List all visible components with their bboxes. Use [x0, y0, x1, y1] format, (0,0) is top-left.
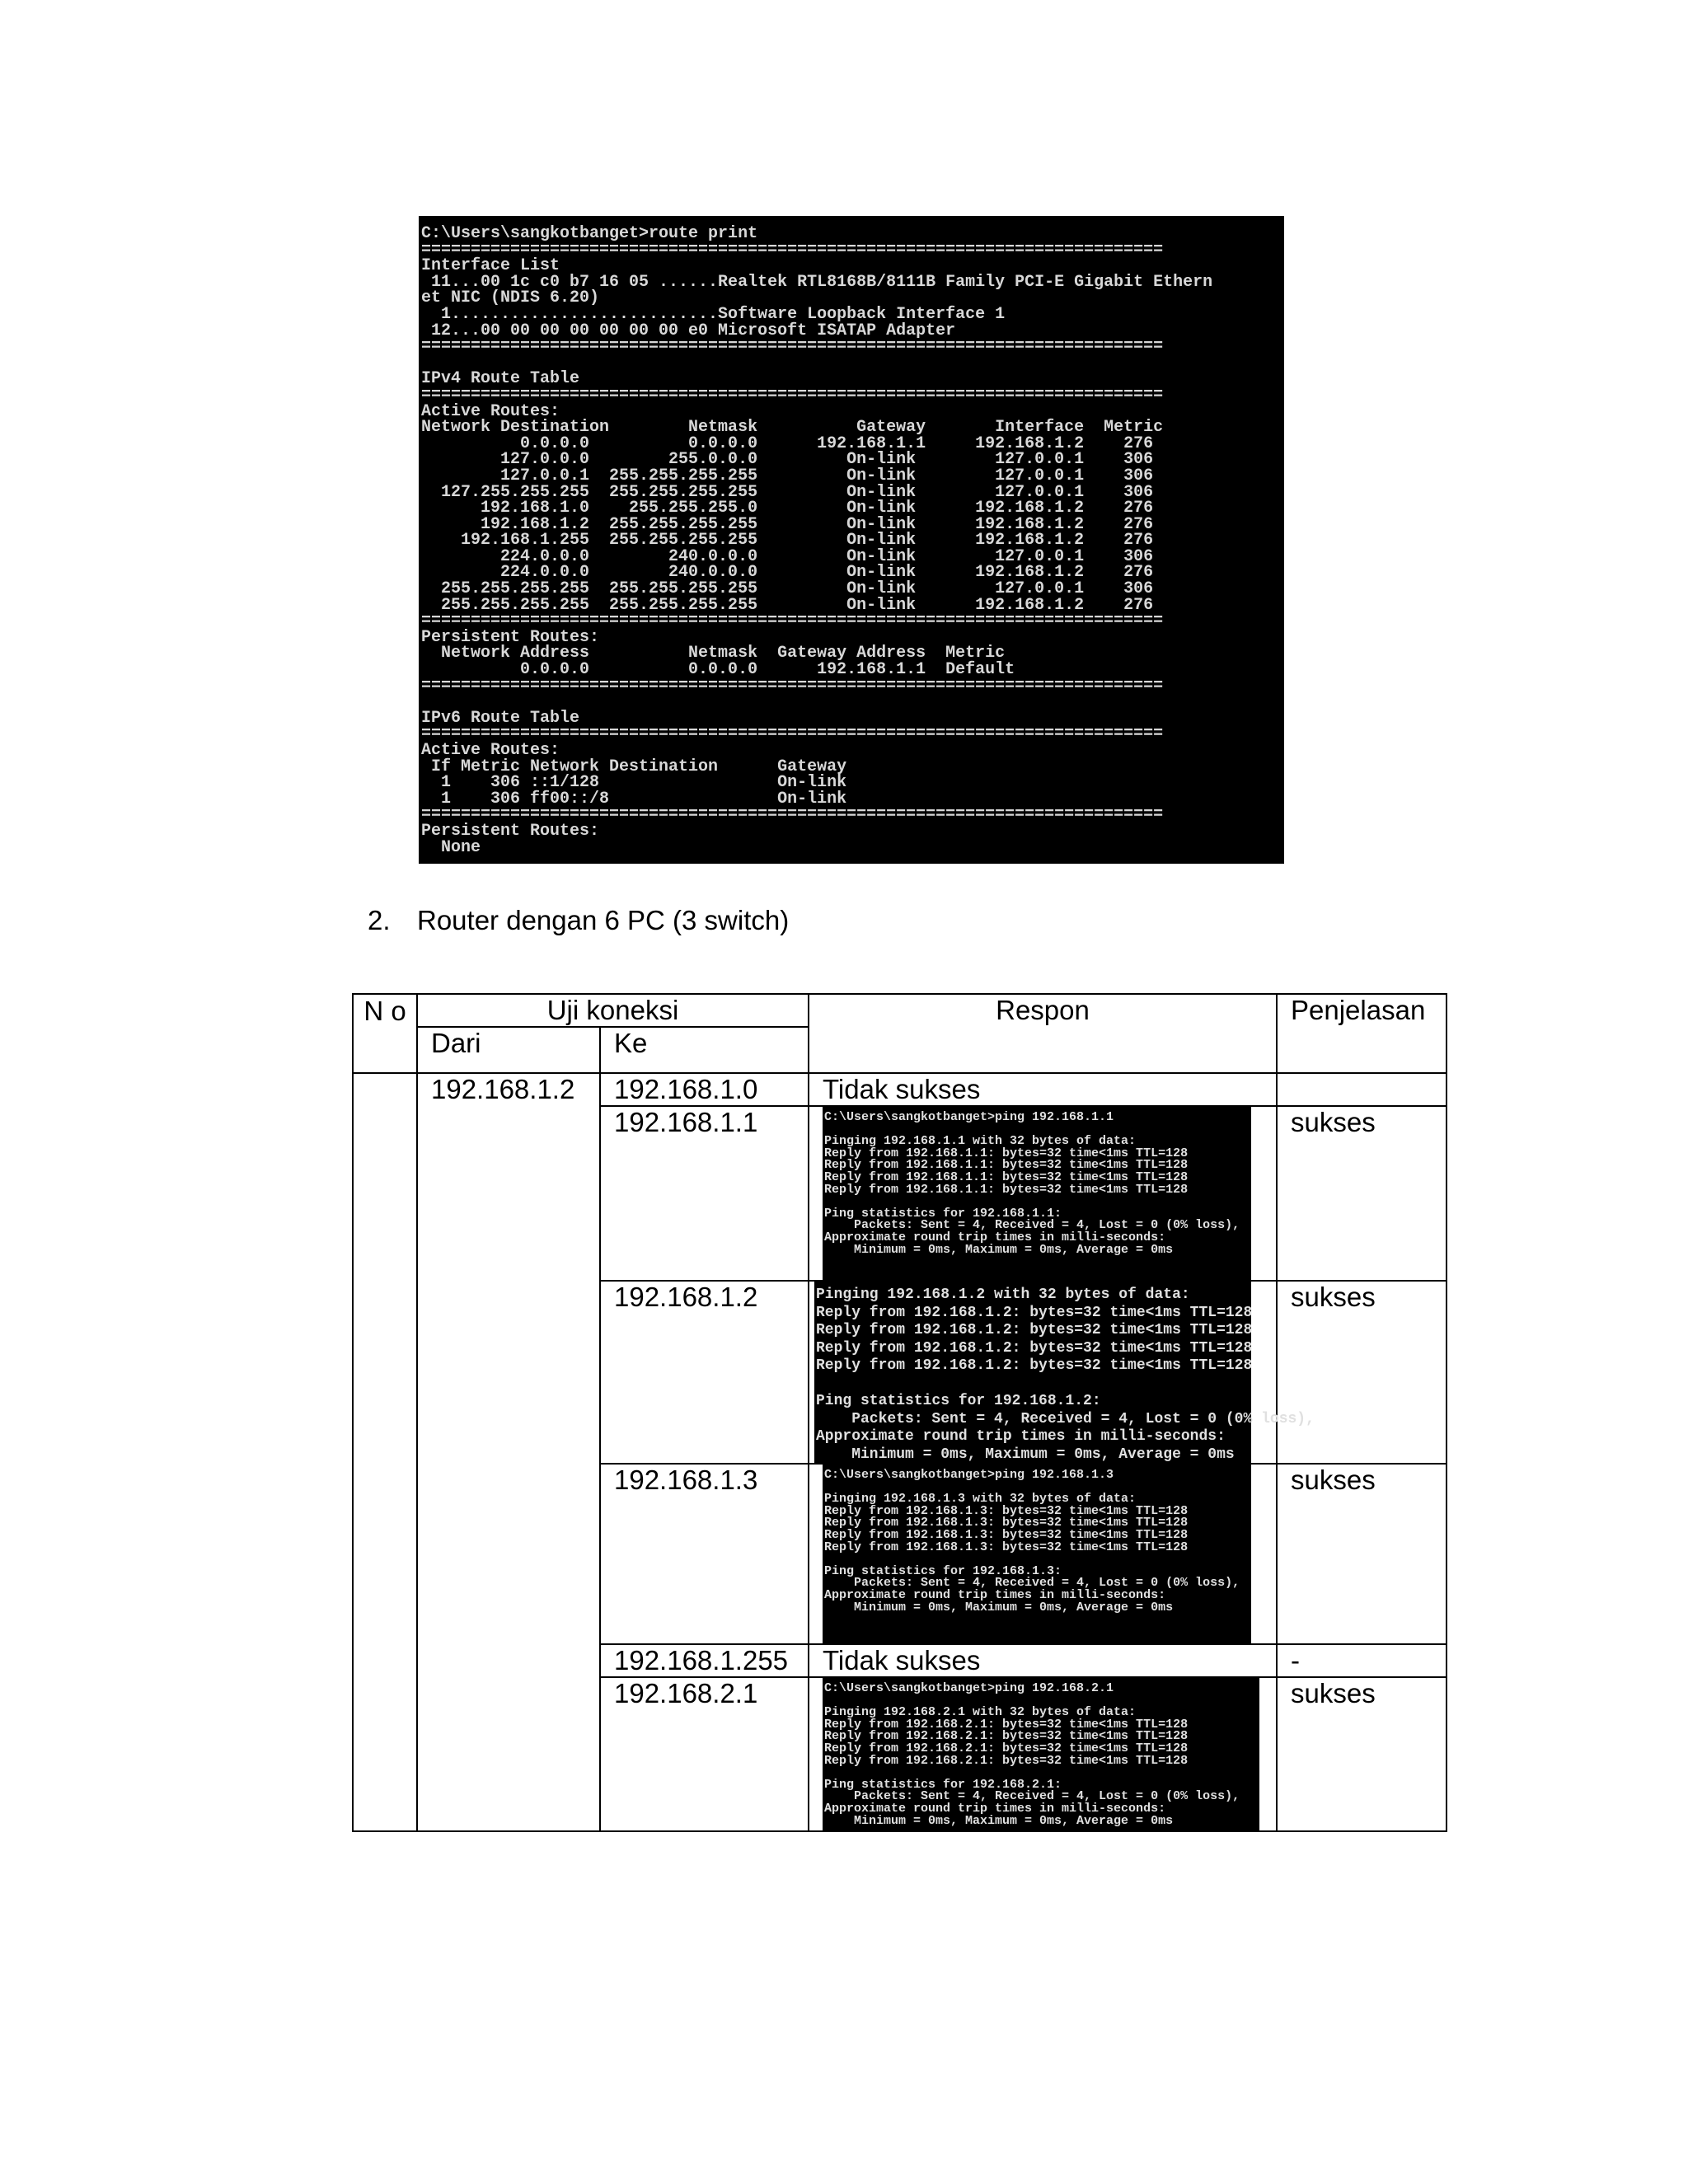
section-number: 2. — [368, 905, 391, 935]
cell-respon — [809, 1281, 1315, 1464]
cell-penjelasan: sukses — [1277, 1106, 1447, 1281]
section-heading — [368, 905, 789, 936]
header-dari: Dari — [417, 1027, 600, 1073]
cell-ke: 192.168.1.2 — [600, 1281, 809, 1464]
cell-ke: 192.168.1.0 — [600, 1073, 809, 1106]
header-ke: Ke — [600, 1027, 809, 1073]
cell-ke: 192.168.1.3 — [600, 1464, 809, 1644]
ping-screenshot: C:\Users\sangkotbanget>ping 192.168.2.1 Pinging 192.168.2.1 with 32 bytes of data: Reply from 192.168.2.1: bytes=32 time<1ms TTL=128 Reply from 192.168.2.1: bytes=32 time<1ms TTL=128 Reply from 192.168.2.1: bytes=32 time<1ms TTL=128 Reply from 192.168.2.1: bytes=32 time<1ms TTL=128 Ping statistics for 192.168.2.1: Packets: Sent = 4, Received = 4, Lost = 0 (0% loss), Approximate round trip times in milli-seconds: Minimum = 0ms, Maximum = 0ms, Average = 0ms — [823, 1678, 1259, 1830]
ping-screenshot: C:\Users\sangkotbanget>ping 192.168.1.3 Pinging 192.168.1.3 with 32 bytes of data: Reply from 192.168.1.3: bytes=32 time<1ms TTL=128 Reply from 192.168.1.3: bytes=32 time<1ms TTL=128 Reply from 192.168.1.3: bytes=32 time<1ms TTL=128 Reply from 192.168.1.3: bytes=32 time<1ms TTL=128 Ping statistics for 192.168.1.3: Packets: Sent = 4, Received = 4, Lost = 0 (0% loss), Approximate round trip times in milli-seconds: Minimum = 0ms, Maximum = 0ms, Average = 0ms — [823, 1465, 1251, 1643]
cell-respon: Tidak sukses — [809, 1644, 1277, 1677]
header-no: N o — [353, 994, 417, 1073]
cell-no — [353, 1073, 417, 1831]
cell-respon — [809, 1677, 1277, 1831]
cell-ke: 192.168.1.255 — [600, 1644, 809, 1677]
cell-respon — [809, 1106, 1277, 1281]
ping-screenshot: C:\Users\sangkotbanget>ping 192.168.1.1 Pinging 192.168.1.1 with 32 bytes of data: Reply from 192.168.1.1: bytes=32 time<1ms TTL=128 Reply from 192.168.1.1: bytes=32 time<1ms TTL=128 Reply from 192.168.1.1: bytes=32 time<1ms TTL=128 Reply from 192.168.1.1: bytes=32 time<1ms TTL=128 Ping statistics for 192.168.1.1: Packets: Sent = 4, Received = 4, Lost = 0 (0% loss), Approximate round trip times in milli-seconds: Minimum = 0ms, Maximum = 0ms, Average = 0ms — [823, 1107, 1251, 1280]
ping-screenshot: Pinging 192.168.1.2 with 32 bytes of data: Reply from 192.168.1.2: bytes=32 time<1ms TTL=128 Reply from 192.168.1.2: bytes=32 time<1ms TTL=128 Reply from 192.168.1.2: bytes=32 time<1ms TTL=128 Reply from 192.168.1.2: bytes=32 time<1ms TTL=128 Ping statistics for 192.168.1.2: Packets: Sent = 4, Received = 4, Lost = 0 (0% loss), Approximate round trip times in milli-seconds: Minimum = 0ms, Maximum = 0ms, Average = 0ms — [814, 1282, 1251, 1463]
cell-ke: 192.168.1.1 — [600, 1106, 809, 1281]
header-uji-koneksi: Uji koneksi — [417, 994, 809, 1027]
cell-respon: Tidak sukses — [809, 1073, 1277, 1106]
cell-penjelasan: sukses — [1277, 1464, 1447, 1644]
section-title: Router dengan 6 PC (3 switch) — [417, 905, 790, 935]
connection-test-table — [352, 993, 1447, 1832]
cell-dari: 192.168.1.2 — [417, 1073, 600, 1831]
cell-respon — [809, 1464, 1277, 1644]
header-penjelasan: Penjelasan — [1277, 994, 1447, 1073]
cell-ke: 192.168.2.1 — [600, 1677, 809, 1831]
cell-penjelasan: - — [1277, 1644, 1447, 1677]
header-respon: Respon — [809, 994, 1277, 1073]
cell-penjelasan: sukses — [1277, 1677, 1447, 1831]
cell-penjelasan — [1277, 1073, 1447, 1106]
route-print-screenshot: C:\Users\sangkotbanget>route print =========================================================================== Interface List 11...00 1c c0 b7 16 05 ......Realtek RTL8168B/8111B Family PCI-E Gigabit Ethern et NIC (NDIS 6.20) 1...........................Software Loopback Interface 1 12...00 00 00 00 00 00 00 e0 Microsoft ISATAP Adapter =========================================================================== IPv4 Route Table =========================================================================== Active Routes: Network Destination Netmask Gateway Interface Metric 0.0.0.0 0.0.0.0 192.168.1.1 192.168.1.2 276 127.0.0.0 255.0.0.0 On-link 127.0.0.1 306 127.0.0.1 255.255.255.255 On-link 127.0.0.1 306 127.255.255.255 255.255.255.255 On-link 127.0.0.1 306 192.168.1.0 255.255.255.0 On-link 192.168.1.2 276 192.168.1.2 255.255.255.255 On-link 192.168.1.2 276 192.168.1.255 255.255.255.255 On-link 192.168.1.2 276 224.0.0.0 240.0.0.0 On-link 127.0.0.1 306 224.0.0.0 240.0.0.0 On-link 192.168.1.2 276 255.255.255.255 255.255.255.255 On-link 127.0.0.1 306 255.255.255.255 255.255.255.255 On-link 192.168.1.2 276 =========================================================================== Persistent Routes: Network Address Netmask Gateway Address Metric 0.0.0.0 0.0.0.0 192.168.1.1 Default =========================================================================== IPv6 Route Table =========================================================================== Active Routes: If Metric Network Destination Gateway 1 306 ::1/128 On-link 1 306 ff00::/8 On-link =========================================================================== Persistent Routes: None — [419, 216, 1284, 864]
cell-penjelasan: sukses — [1277, 1281, 1447, 1464]
table-row — [353, 1073, 1447, 1106]
